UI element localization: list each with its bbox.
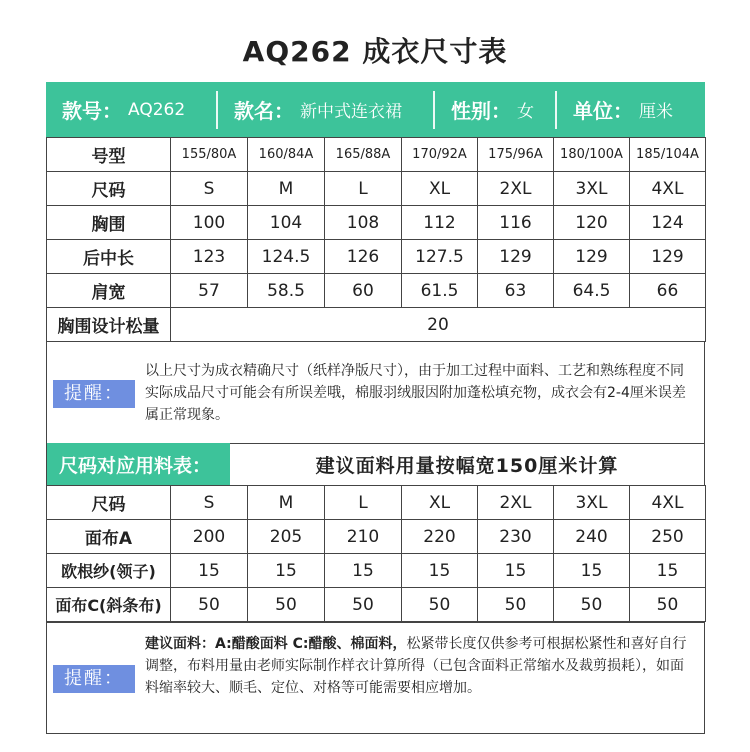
table-cell: 205 [248,520,325,554]
table-cell: 4XL [630,172,706,206]
table-cell: 180/100A [554,138,630,172]
table-cell: 15 [402,554,478,588]
row-label: 胸围设计松量 [47,308,171,342]
table-cell: 58.5 [248,274,325,308]
table-cell: 63 [478,274,554,308]
table-cell: S [171,172,248,206]
table-cell: 66 [630,274,706,308]
table-cell: 127.5 [402,240,478,274]
table-cell: 112 [402,206,478,240]
table-cell: 50 [402,588,478,622]
table-cell: 64.5 [554,274,630,308]
table-row [47,138,706,172]
table-cell: 60 [325,274,402,308]
fabric-reminder-bold: 建议面料：A:醋酸面料 C:醋酸、棉面料， [145,636,407,652]
table-cell: 50 [171,588,248,622]
table-cell: 185/104A [630,138,706,172]
table-cell: L [325,172,402,206]
table-cell: 210 [325,520,402,554]
row-label: 尺码 [47,486,171,520]
style-no-value: AQ262 [128,99,186,120]
style-name-value: 新中式连衣裙 [300,102,402,122]
table-cell: 116 [478,206,554,240]
table-cell: 50 [554,588,630,622]
table-row [47,308,706,342]
style-name-label: 款名： [234,99,294,123]
table-cell: 15 [248,554,325,588]
table-cell: 165/88A [325,138,402,172]
style-no-cell [46,82,216,137]
reminder-text: 以上尺寸为成衣精确尺寸（纸样净版尺寸），由于加工过程中面料、工艺和熟练程度不同实际成品尺寸可能会有所误差哦，棉服羽绒服因附加蓬松填充物，成衣会有2-4厘米误差属正常现象。 [145,363,686,423]
table-cell: 200 [171,520,248,554]
header-separator [216,91,218,129]
table-cell: 170/92A [402,138,478,172]
table-cell: 160/84A [248,138,325,172]
fabric-reminder-body: 松紧带长度仅供参考可根据松紧性和喜好自行调整，布料用量由老师实际制作样衣计算所得（已包含面料正常缩水及裁剪损耗），如面料缩率较大、顺毛、定位、对格等可能需要相应增加。 [145,636,687,696]
table-cell: 155/80A [171,138,248,172]
table-cell: 126 [325,240,402,274]
unit-label: 单位： [573,99,633,123]
table-row [47,172,706,206]
gender-value: 女 [517,102,534,122]
table-cell: XL [402,172,478,206]
table-cell: 50 [630,588,706,622]
table-cell: 240 [554,520,630,554]
table-cell: 2XL [478,486,554,520]
table-cell: 61.5 [402,274,478,308]
style-no-label: 款号： [62,99,122,123]
table-cell: 230 [478,520,554,554]
reminder-box [46,341,705,444]
table-cell: 129 [478,240,554,274]
table-cell: 15 [478,554,554,588]
gender-label: 性别： [451,99,511,123]
row-label: 胸围 [47,206,171,240]
table-cell: 129 [554,240,630,274]
header-separator [433,91,435,129]
table-cell: 15 [171,554,248,588]
row-label: 欧根纱(领子) [47,554,171,588]
table-cell: M [248,486,325,520]
table-cell: 220 [402,520,478,554]
table-cell: 124 [630,206,706,240]
table-cell: 129 [630,240,706,274]
fabric-section-label: 尺码对应用料表： [47,443,230,485]
table-cell: 100 [171,206,248,240]
row-label: 面布C(斜条布) [47,588,171,622]
gender-cell [435,82,555,137]
table-row [47,274,706,308]
table-row [47,486,706,520]
table-row [47,554,706,588]
table-cell: 3XL [554,486,630,520]
table-cell: L [325,486,402,520]
fabric-reminder-box [46,622,705,734]
row-label: 肩宽 [47,274,171,308]
table-cell: S [171,486,248,520]
table-cell: 250 [630,520,706,554]
table-cell: 50 [478,588,554,622]
table-cell: 50 [325,588,402,622]
table-cell: 57 [171,274,248,308]
ease-value: 20 [171,308,706,342]
size-table [46,137,706,342]
table-cell: M [248,172,325,206]
row-label: 尺码 [47,172,171,206]
fabric-section-bar [46,443,705,486]
table-cell: 3XL [554,172,630,206]
row-label: 后中长 [47,240,171,274]
table-cell: 15 [325,554,402,588]
table-cell: 15 [554,554,630,588]
fabric-reminder-text [145,633,694,699]
unit-value: 厘米 [639,102,673,122]
page-title: AQ262 成衣尺寸表 [242,35,508,68]
header-separator [555,91,557,129]
table-cell: 2XL [478,172,554,206]
row-label: 号型 [47,138,171,172]
style-name-cell [218,82,433,137]
row-label: 面布A [47,520,171,554]
table-cell: 50 [248,588,325,622]
info-header-bar [46,82,705,137]
table-row [47,240,706,274]
table-row [47,520,706,554]
table-cell: 124.5 [248,240,325,274]
unit-cell [557,82,705,137]
table-cell: 4XL [630,486,706,520]
fabric-table [46,485,706,622]
fabric-section-subtitle: 建议面料用量按幅宽150厘米计算 [315,454,619,477]
table-cell: 120 [554,206,630,240]
table-cell: XL [402,486,478,520]
table-cell: 104 [248,206,325,240]
table-cell: 175/96A [478,138,554,172]
table-row [47,206,706,240]
table-cell: 108 [325,206,402,240]
reminder-badge: 提醒： [53,380,135,408]
reminder-badge: 提醒： [53,665,135,693]
table-cell: 123 [171,240,248,274]
table-row [47,588,706,622]
table-cell: 15 [630,554,706,588]
